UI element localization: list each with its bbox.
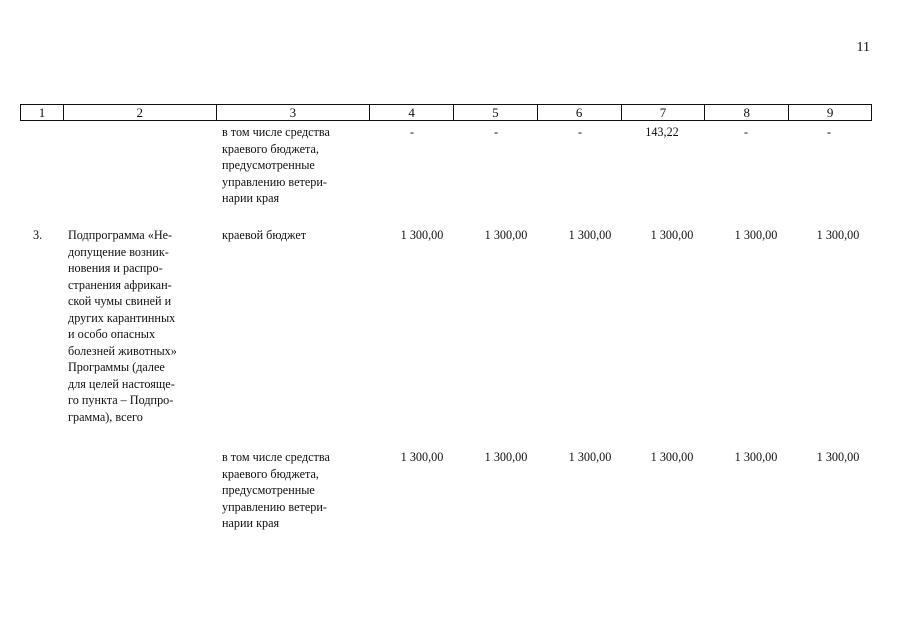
text-line: управлению ветери- — [222, 174, 327, 189]
column-header: 3 — [217, 105, 371, 120]
text-line: для целей настояще- — [68, 376, 175, 391]
column-header: 1 — [21, 105, 64, 120]
value-cell: 1 300,00 — [650, 228, 694, 242]
text-line: странения африкан- — [68, 277, 172, 292]
text-line: краевой бюджет — [222, 228, 307, 242]
text-line: предусмотренные — [222, 158, 315, 172]
value-cell: 143,22 — [645, 125, 679, 139]
text-line: управлению ветери- — [222, 499, 327, 514]
text-line: в том числе средства — [222, 125, 330, 139]
value-cell: - — [826, 125, 832, 139]
funding-source-cell — [222, 449, 364, 532]
text-line: в том числе средства — [222, 450, 330, 464]
value-cell: 1 300,00 — [400, 228, 444, 242]
text-line: предусмотренные — [222, 483, 315, 497]
program-name-cell — [68, 227, 211, 425]
text-line: Программы (далее — [68, 360, 165, 374]
funding-source-cell — [222, 227, 364, 244]
column-header: 5 — [454, 105, 538, 120]
value-cell: 1 300,00 — [650, 450, 694, 464]
column-header: 9 — [826, 105, 834, 120]
text-line: болезней животных» — [68, 343, 177, 358]
row-number: 3. — [33, 228, 43, 242]
text-line: нарии края — [222, 191, 280, 205]
value-cell: - — [743, 125, 749, 139]
value-cell: 1 300,00 — [484, 450, 528, 464]
column-header: 7 — [622, 105, 706, 120]
page-number: 11 — [856, 40, 870, 55]
column-header: 8 — [705, 105, 789, 120]
value-cell: 1 300,00 — [484, 228, 528, 242]
value-cell: 1 300,00 — [400, 450, 444, 464]
value-cell: 1 300,00 — [568, 228, 612, 242]
text-line: допущение возник- — [68, 244, 169, 259]
column-header: 4 — [370, 105, 454, 120]
text-line: нарии края — [222, 516, 280, 530]
text-line: других карантинных — [68, 310, 176, 325]
table-header — [20, 104, 872, 121]
value-cell: - — [577, 125, 583, 139]
text-line: грамма), всего — [68, 409, 143, 424]
text-line: ской чумы свиней и — [68, 294, 172, 308]
text-line: краевого бюджета, — [222, 141, 319, 156]
value-cell: - — [409, 125, 415, 139]
text-line: и особо опасных — [68, 327, 156, 341]
column-header: 2 — [64, 105, 217, 120]
value-cell: 1 300,00 — [816, 450, 860, 464]
text-line: Подпрограмма «Не- — [68, 228, 173, 242]
text-line: краевого бюджета, — [222, 466, 319, 481]
value-cell: 1 300,00 — [568, 450, 612, 464]
value-cell: - — [493, 125, 499, 139]
text-line: го пункта – Подпро- — [68, 393, 174, 407]
value-cell: 1 300,00 — [734, 228, 778, 242]
text-line: новения и распро- — [68, 261, 163, 275]
column-header: 6 — [538, 105, 622, 120]
funding-source-cell — [222, 124, 364, 207]
value-cell: 1 300,00 — [816, 228, 860, 242]
value-cell: 1 300,00 — [734, 450, 778, 464]
